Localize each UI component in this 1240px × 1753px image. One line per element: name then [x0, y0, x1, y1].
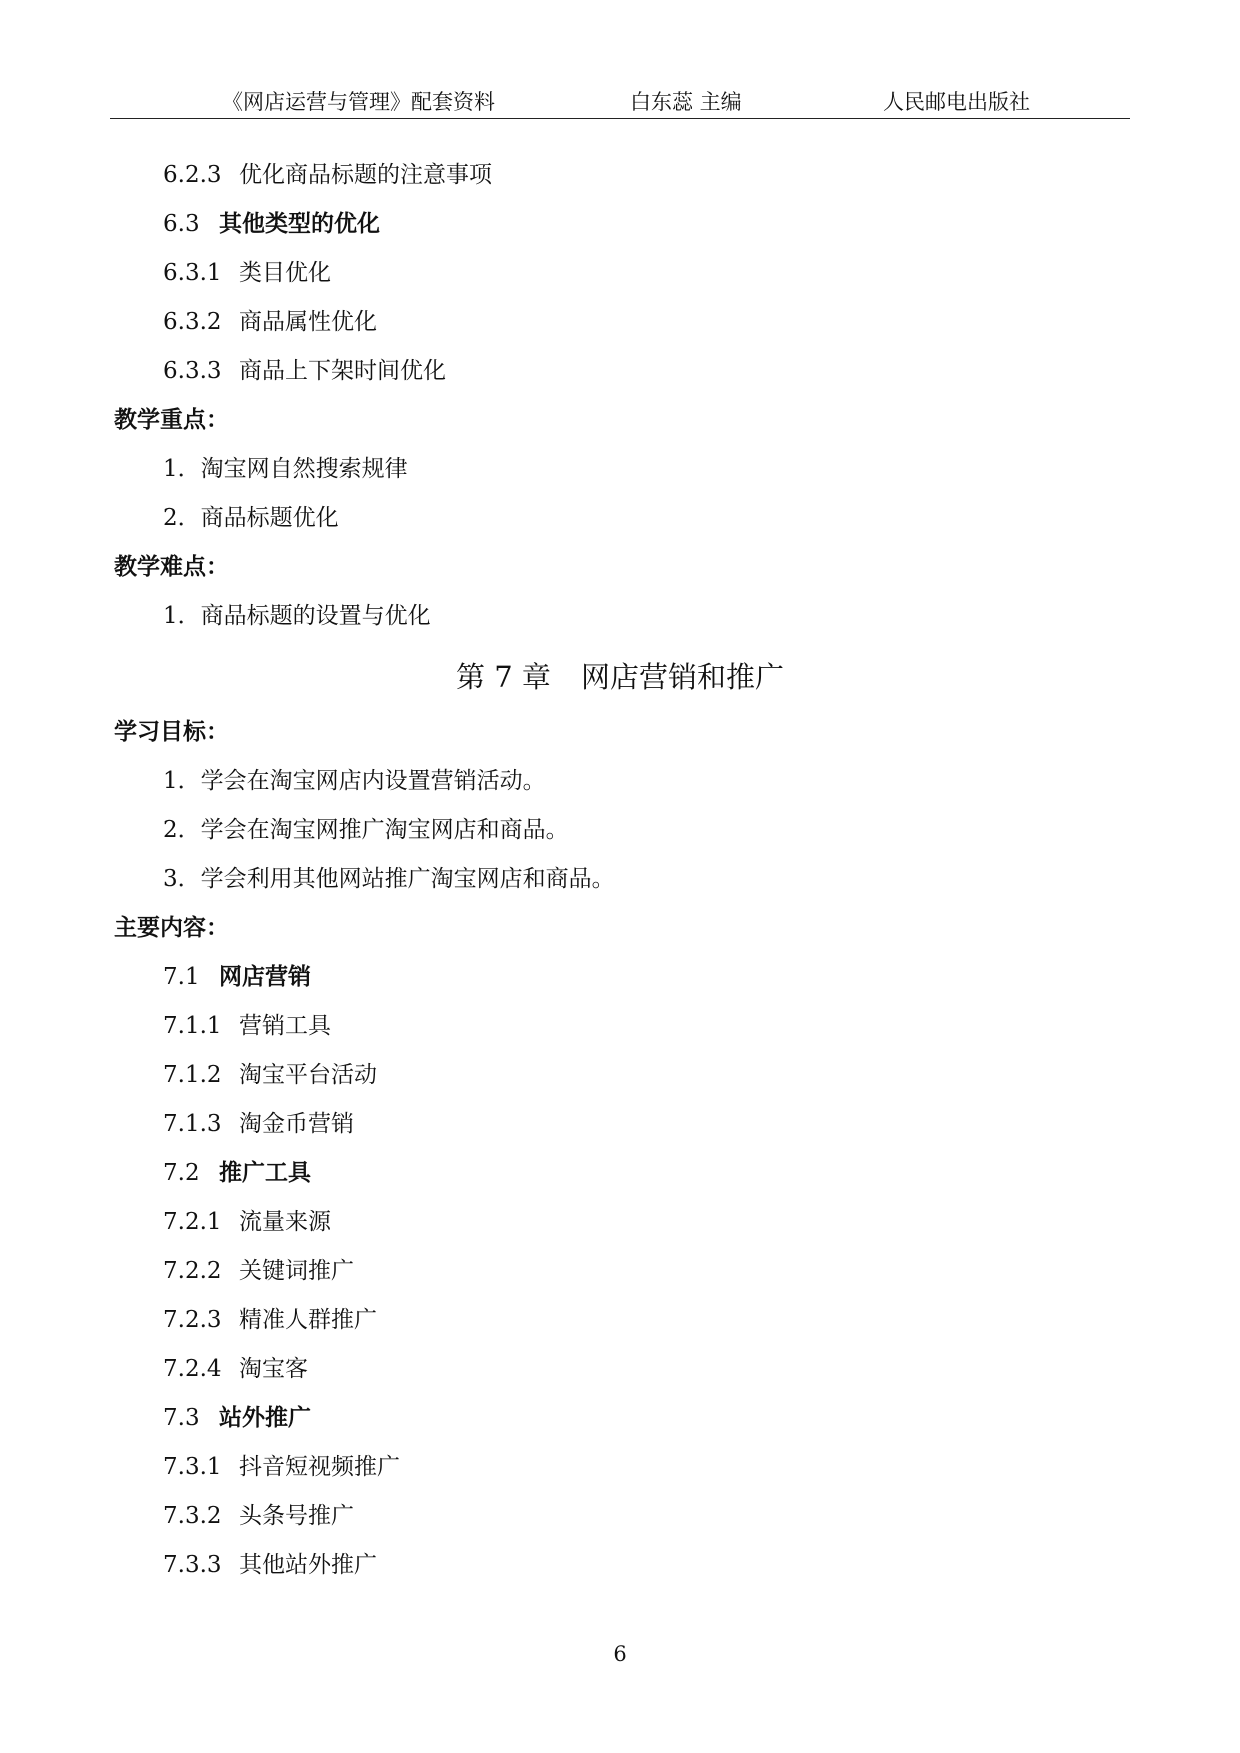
toc-item: 7.2.4 淘宝客: [163, 1356, 308, 1382]
toc-item: 7.1.3 淘金币营销: [163, 1111, 354, 1137]
toc-item: 7.1.2 淘宝平台活动: [163, 1062, 377, 1088]
chapter-title: 第 7 章 网店营销和推广: [456, 660, 784, 694]
page-header: [110, 86, 1130, 119]
header-book-title: 《网店运营与管理》配套资料: [222, 90, 495, 114]
toc-section: 7.3 站外推广: [163, 1404, 311, 1431]
key-points-label: 教学重点：: [114, 406, 229, 433]
toc-item: 7.2.3 精准人群推广: [163, 1307, 377, 1333]
toc-item: 7.3.2 头条号推广: [163, 1503, 354, 1529]
toc-item: 7.3.3 其他站外推广: [163, 1552, 377, 1578]
difficult-points-label: 教学难点：: [114, 553, 229, 580]
header-editor: 白东蕊 主编: [630, 90, 742, 114]
learning-goals-label: 学习目标：: [114, 718, 229, 745]
toc-section: 7.2 推广工具: [163, 1159, 311, 1186]
toc-item: 7.2.2 关键词推广: [163, 1258, 354, 1284]
header-publisher: 人民邮电出版社: [883, 90, 1030, 114]
goal-item: 3．学会利用其他网站推广淘宝网店和商品。: [163, 866, 615, 892]
goal-item: 2．学会在淘宝网推广淘宝网店和商品。: [163, 817, 569, 843]
key-point-item: 2．商品标题优化: [163, 505, 339, 531]
toc-item: 7.1.1 营销工具: [163, 1013, 331, 1039]
toc-item: 7.3.1 抖音短视频推广: [163, 1454, 400, 1480]
toc-item: 6.3.2 商品属性优化: [163, 309, 377, 335]
key-point-item: 1．淘宝网自然搜索规律: [163, 456, 408, 482]
toc-item: 6.3.3 商品上下架时间优化: [163, 358, 446, 384]
goal-item: 1．学会在淘宝网店内设置营销活动。: [163, 768, 546, 794]
toc-item: 7.2.1 流量来源: [163, 1209, 331, 1235]
difficult-point-item: 1．商品标题的设置与优化: [163, 603, 431, 629]
page-number: 6: [613, 1642, 627, 1666]
toc-section: 6.3 其他类型的优化: [163, 210, 380, 237]
toc-item: 6.2.3 优化商品标题的注意事项: [163, 162, 492, 188]
toc-item: 6.3.1 类目优化: [163, 260, 331, 286]
main-content-label: 主要内容：: [114, 914, 229, 941]
toc-section: 7.1 网店营销: [163, 963, 311, 990]
